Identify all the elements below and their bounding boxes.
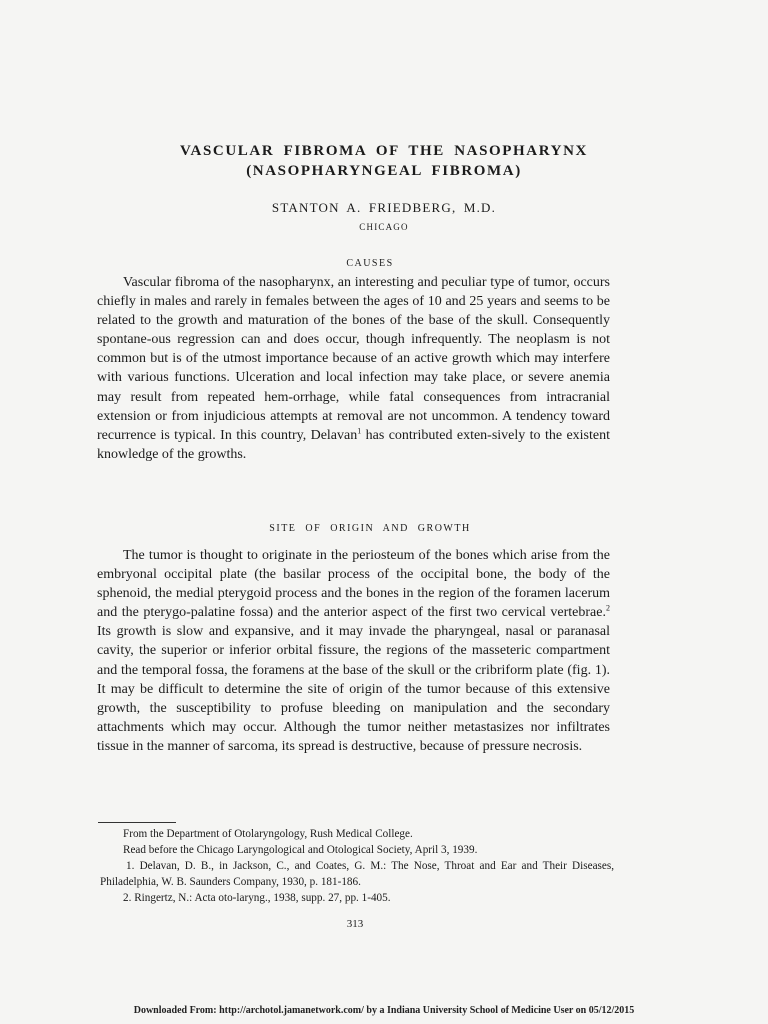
- footnote-divider: [98, 822, 176, 823]
- footnote-1: 1. Delavan, D. B., in Jackson, C., and Coates, G. M.: The Nose, Throat and Ear and Their Diseases, Philadelphia, W. B. Saunders Company, 1930, p. 181-186.: [100, 860, 614, 888]
- author-city: CHICAGO: [359, 222, 409, 232]
- paragraph-causes: [97, 273, 610, 464]
- footnote-department: From the Department of Otolaryngology, Rush Medical College.: [123, 828, 413, 840]
- download-notice: Downloaded From: http://archotol.jamanetwork.com/ by a Indiana University School of Medicine User on 05/12/2015: [133, 1005, 635, 1016]
- paragraph-causes-text-b: has contributed exten-sively to the existent knowledge of the growths.: [97, 427, 610, 462]
- footnote-read-before: Read before the Chicago Laryngological and Otological Society, April 3, 1939.: [123, 844, 478, 856]
- article-subtitle: (NASOPHARYNGEAL FIBROMA): [246, 163, 522, 179]
- article-title: VASCULAR FIBROMA OF THE NASOPHARYNX: [180, 143, 588, 159]
- paragraph-causes-text-a: Vascular fibroma of the nasopharynx, an interesting and peculiar type of tumor, occurs chiefly in males and rarely in females between the ages of 10 and 25 years and seems to be related to the growth and maturation of the bones of the base of the skull. Consequently spontane-ous regression can and does occur, though infrequently. The neoplasm is not common but is of the utmost importance because of an active growth which may interfere with various functions. Ulceration and local infection may take place, or severe anemia may result from repeated hem-orrhage, while fatal consequences from intracranial extension or from injudicious attempts at removal are not uncommon. A tendency toward recurrence is typical. In this country, Delavan: [97, 275, 610, 443]
- author-name: STANTON A. FRIEDBERG, M.D.: [271, 200, 497, 215]
- paragraph-site-text-a: The tumor is thought to originate in the periosteum of the bones which arise from the embryonal occipital plate (the basilar process of the occipital bone, the body of the sphenoid, the medial pterygoid process and the bones in the region of the foramen lacerum and the pterygo-palatine fossa) and the anterior aspect of the first two cervical vertebrae.: [97, 548, 610, 621]
- section-heading-causes: CAUSES: [346, 258, 394, 269]
- page-number: 313: [346, 918, 364, 930]
- section-heading-site-of-origin: SITE OF ORIGIN AND GROWTH: [269, 523, 471, 534]
- footnote-2: 2. Ringertz, N.: Acta oto-laryng., 1938, supp. 27, pp. 1-405.: [123, 892, 391, 904]
- footnote-ref-2: 2: [606, 603, 610, 613]
- paragraph-site-text-b: Its growth is slow and expansive, and it may invade the pharyngeal, nasal or paranasal cavity, the superior or inferior orbital fissure, the regions of the masseteric compartment and the temporal fossa, the foramens at the base of the skull or the cribriform plate (fig. 1). It may be difficult to determine the site of origin of the tumor because of this extensive growth, the susceptibility to profuse bleeding on manipulation and the secondary attachments which may occur. Although the tumor neither metastasizes nor infiltrates tissue in the manner of sarcoma, its spread is destructive, because of pressure necrosis.: [97, 624, 610, 754]
- footnote-ref-1: 1: [357, 426, 362, 436]
- paragraph-site-of-origin: [97, 546, 610, 756]
